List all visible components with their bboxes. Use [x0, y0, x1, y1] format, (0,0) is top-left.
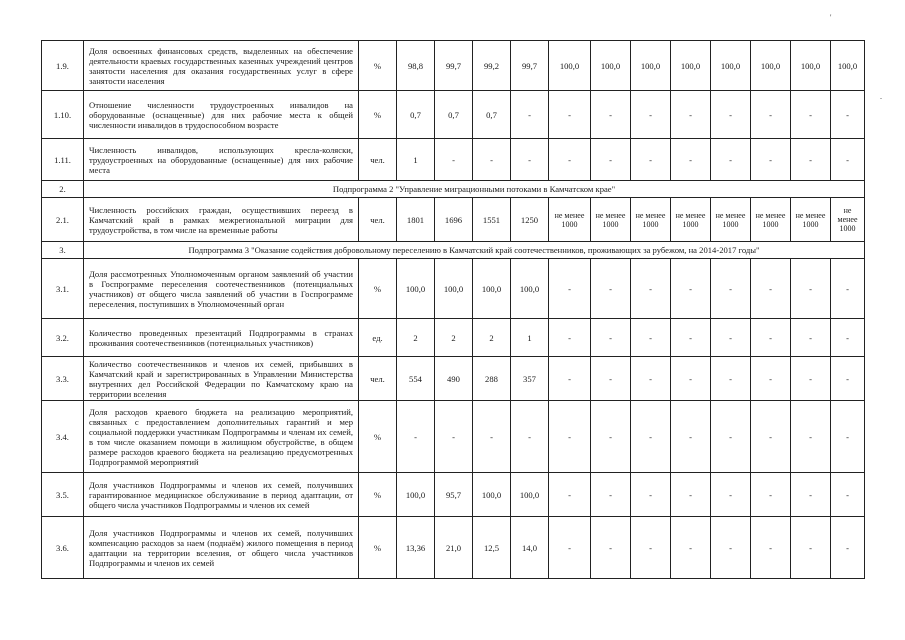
- value-cell: -: [591, 517, 631, 579]
- row-number: 3.3.: [42, 357, 84, 401]
- section-row: [42, 242, 865, 259]
- scan-mark: .: [880, 92, 882, 101]
- table-row: [42, 517, 865, 579]
- value-cell: -: [591, 139, 631, 181]
- value-cell: -: [791, 517, 831, 579]
- value-cell: -: [831, 319, 865, 357]
- value-cell: 288: [473, 357, 511, 401]
- value-cell: -: [671, 139, 711, 181]
- value-cell: -: [791, 139, 831, 181]
- value-cell: 100,0: [591, 41, 631, 91]
- value-cell: -: [631, 259, 671, 319]
- unit-cell: чел.: [359, 357, 397, 401]
- value-cell: 100,0: [473, 473, 511, 517]
- value-cell: -: [711, 139, 751, 181]
- value-cell: 1696: [435, 198, 473, 242]
- value-cell: 0,7: [473, 91, 511, 139]
- value-cell: -: [791, 91, 831, 139]
- indicator-description: Численность инвалидов, использующих кресла-коляски, трудоустроенных на оборудованные (оснащенные) для них рабочие места: [84, 139, 359, 181]
- value-cell: 490: [435, 357, 473, 401]
- value-cell: 100,0: [473, 259, 511, 319]
- value-cell: -: [591, 259, 631, 319]
- value-cell: -: [751, 259, 791, 319]
- value-cell: -: [511, 139, 549, 181]
- indicator-description: Доля расходов краевого бюджета на реализацию мероприятий, связанных с предоставлением дополнительных гарантий и мер социальной поддержки участникам Подпрограммы и членам их семей, в том числе оказанием помощи в жилищном обустройстве, в общем размере расходов краевого бюджета на реализацию предусмотренных Подпрограммой мероприятий: [84, 401, 359, 473]
- value-cell: 1: [511, 319, 549, 357]
- value-cell: -: [631, 517, 671, 579]
- value-cell: -: [671, 473, 711, 517]
- value-cell: -: [549, 319, 591, 357]
- value-cell: -: [751, 91, 791, 139]
- value-cell: 100,0: [831, 41, 865, 91]
- value-cell: 2: [397, 319, 435, 357]
- value-cell: 2: [435, 319, 473, 357]
- row-number: 2.: [42, 181, 84, 198]
- value-cell: -: [549, 401, 591, 473]
- value-cell: 99,7: [511, 41, 549, 91]
- value-cell: -: [671, 517, 711, 579]
- section-row: [42, 181, 865, 198]
- value-cell: -: [631, 139, 671, 181]
- value-cell: 100,0: [791, 41, 831, 91]
- value-cell: 554: [397, 357, 435, 401]
- value-cell: -: [831, 357, 865, 401]
- section-title: Подпрограмма 2 "Управление миграционными потоками в Камчатском крае": [84, 181, 865, 198]
- value-cell: -: [711, 401, 751, 473]
- value-cell: -: [831, 517, 865, 579]
- value-cell: 100,0: [711, 41, 751, 91]
- value-cell: -: [511, 91, 549, 139]
- row-number: 1.9.: [42, 41, 84, 91]
- value-cell: -: [751, 473, 791, 517]
- value-cell: -: [591, 401, 631, 473]
- value-cell: -: [631, 319, 671, 357]
- value-cell: 100,0: [397, 473, 435, 517]
- unit-cell: %: [359, 91, 397, 139]
- value-cell: -: [831, 139, 865, 181]
- value-cell: не менее 1000: [671, 198, 711, 242]
- table-row: [42, 139, 865, 181]
- indicator-description: Доля освоенных финансовых средств, выделенных на обеспечение деятельности краевых государственных казенных учреждений центров занятости населения для оказания государственных услуг в сфере занятости населения: [84, 41, 359, 91]
- value-cell: -: [671, 259, 711, 319]
- value-cell: 12,5: [473, 517, 511, 579]
- value-cell: -: [473, 139, 511, 181]
- row-number: 3.2.: [42, 319, 84, 357]
- value-cell: -: [591, 473, 631, 517]
- table-row: [42, 91, 865, 139]
- table-row: [42, 473, 865, 517]
- value-cell: 100,0: [435, 259, 473, 319]
- value-cell: не менее 1000: [549, 198, 591, 242]
- value-cell: не менее 1000: [591, 198, 631, 242]
- row-number: 3.4.: [42, 401, 84, 473]
- value-cell: -: [791, 357, 831, 401]
- value-cell: 1: [397, 139, 435, 181]
- value-cell: -: [831, 259, 865, 319]
- value-cell: -: [751, 401, 791, 473]
- value-cell: -: [631, 91, 671, 139]
- value-cell: -: [549, 357, 591, 401]
- value-cell: 1250: [511, 198, 549, 242]
- unit-cell: ед.: [359, 319, 397, 357]
- value-cell: -: [831, 401, 865, 473]
- value-cell: -: [711, 357, 751, 401]
- row-number: 2.1.: [42, 198, 84, 242]
- value-cell: 2: [473, 319, 511, 357]
- indicator-description: Отношение численности трудоустроенных инвалидов на оборудованные (оснащенные) для них рабочие места к общей численности инвалидов в трудоспособном возрасте: [84, 91, 359, 139]
- table-row: [42, 319, 865, 357]
- indicator-description: Доля участников Подпрограммы и членов их семей, получивших гарантированное медицинское обслуживание в период адаптации, от общего числа участников Подпрограммы и членов их семей: [84, 473, 359, 517]
- table-row: [42, 41, 865, 91]
- value-cell: не менее 1000: [751, 198, 791, 242]
- indicator-description: Доля рассмотренных Уполномоченным органом заявлений об участии в Госпрограмме переселения соотечественников (потенциальных участников) от общего числа заявлений об участии в Госпрограмме переселения, поступивших в Уполномоченный орган: [84, 259, 359, 319]
- indicator-description: Количество проведенных презентаций Подпрограммы в странах проживания соотечественников (потенциальных участников): [84, 319, 359, 357]
- value-cell: 13,36: [397, 517, 435, 579]
- row-number: 3.6.: [42, 517, 84, 579]
- value-cell: не менее 1000: [791, 198, 831, 242]
- value-cell: 100,0: [671, 41, 711, 91]
- value-cell: -: [549, 473, 591, 517]
- value-cell: -: [711, 517, 751, 579]
- table-row: [42, 198, 865, 242]
- value-cell: -: [831, 473, 865, 517]
- row-number: 1.11.: [42, 139, 84, 181]
- unit-cell: %: [359, 41, 397, 91]
- value-cell: -: [711, 91, 751, 139]
- value-cell: 100,0: [511, 473, 549, 517]
- value-cell: -: [751, 517, 791, 579]
- value-cell: -: [791, 473, 831, 517]
- value-cell: 100,0: [397, 259, 435, 319]
- indicator-description: Численность российских граждан, осуществивших переезд в Камчатский край в рамках межрегиональной миграции для трудоустройства, в том числе на временные работы: [84, 198, 359, 242]
- value-cell: -: [831, 91, 865, 139]
- value-cell: 99,7: [435, 41, 473, 91]
- value-cell: 100,0: [511, 259, 549, 319]
- value-cell: 95,7: [435, 473, 473, 517]
- value-cell: 1551: [473, 198, 511, 242]
- value-cell: 0,7: [397, 91, 435, 139]
- unit-cell: чел.: [359, 198, 397, 242]
- value-cell: -: [671, 401, 711, 473]
- row-number: 1.10.: [42, 91, 84, 139]
- row-number: 3.5.: [42, 473, 84, 517]
- value-cell: -: [711, 319, 751, 357]
- value-cell: -: [631, 357, 671, 401]
- value-cell: -: [711, 473, 751, 517]
- value-cell: -: [791, 259, 831, 319]
- value-cell: 357: [511, 357, 549, 401]
- section-title: Подпрограмма 3 "Оказание содействия добровольному переселению в Камчатский край соотечественников, проживающих за рубежом, на 2014-2017 годы": [84, 242, 865, 259]
- unit-cell: чел.: [359, 139, 397, 181]
- value-cell: -: [473, 401, 511, 473]
- value-cell: -: [549, 91, 591, 139]
- value-cell: -: [591, 91, 631, 139]
- value-cell: -: [591, 357, 631, 401]
- value-cell: не менее 1000: [831, 198, 865, 242]
- table-row: [42, 357, 865, 401]
- value-cell: -: [671, 319, 711, 357]
- row-number: 3.: [42, 242, 84, 259]
- value-cell: не менее 1000: [711, 198, 751, 242]
- value-cell: 14,0: [511, 517, 549, 579]
- value-cell: 0,7: [435, 91, 473, 139]
- value-cell: -: [549, 259, 591, 319]
- value-cell: -: [631, 401, 671, 473]
- value-cell: -: [549, 517, 591, 579]
- value-cell: -: [631, 473, 671, 517]
- value-cell: 99,2: [473, 41, 511, 91]
- indicator-description: Количество соотечественников и членов их семей, прибывших в Камчатский край и зарегистрированных в Управлении Министерства внутренних дел Российской Федерации по Камчатскому краю на территории вселения: [84, 357, 359, 401]
- value-cell: -: [751, 319, 791, 357]
- value-cell: -: [671, 357, 711, 401]
- unit-cell: %: [359, 473, 397, 517]
- value-cell: 98,8: [397, 41, 435, 91]
- value-cell: -: [435, 139, 473, 181]
- value-cell: не менее 1000: [631, 198, 671, 242]
- table-row: [42, 401, 865, 473]
- value-cell: -: [591, 319, 631, 357]
- indicator-description: Доля участников Подпрограммы и членов их семей, получивших компенсацию расходов за наем (поднаём) жилого помещения в период адаптации на территории вселения, от общего числа участников Подпрограммы и членов их семей: [84, 517, 359, 579]
- row-number: 3.1.: [42, 259, 84, 319]
- value-cell: -: [711, 259, 751, 319]
- table-row: [42, 259, 865, 319]
- value-cell: 21,0: [435, 517, 473, 579]
- unit-cell: %: [359, 401, 397, 473]
- value-cell: 100,0: [631, 41, 671, 91]
- value-cell: -: [549, 139, 591, 181]
- value-cell: -: [511, 401, 549, 473]
- value-cell: -: [751, 357, 791, 401]
- scan-mark: ': [830, 13, 832, 22]
- value-cell: -: [435, 401, 473, 473]
- value-cell: -: [671, 91, 711, 139]
- unit-cell: %: [359, 517, 397, 579]
- value-cell: -: [791, 401, 831, 473]
- value-cell: 1801: [397, 198, 435, 242]
- value-cell: -: [397, 401, 435, 473]
- value-cell: -: [791, 319, 831, 357]
- unit-cell: %: [359, 259, 397, 319]
- value-cell: -: [751, 139, 791, 181]
- value-cell: 100,0: [751, 41, 791, 91]
- value-cell: 100,0: [549, 41, 591, 91]
- indicator-table: [41, 40, 865, 579]
